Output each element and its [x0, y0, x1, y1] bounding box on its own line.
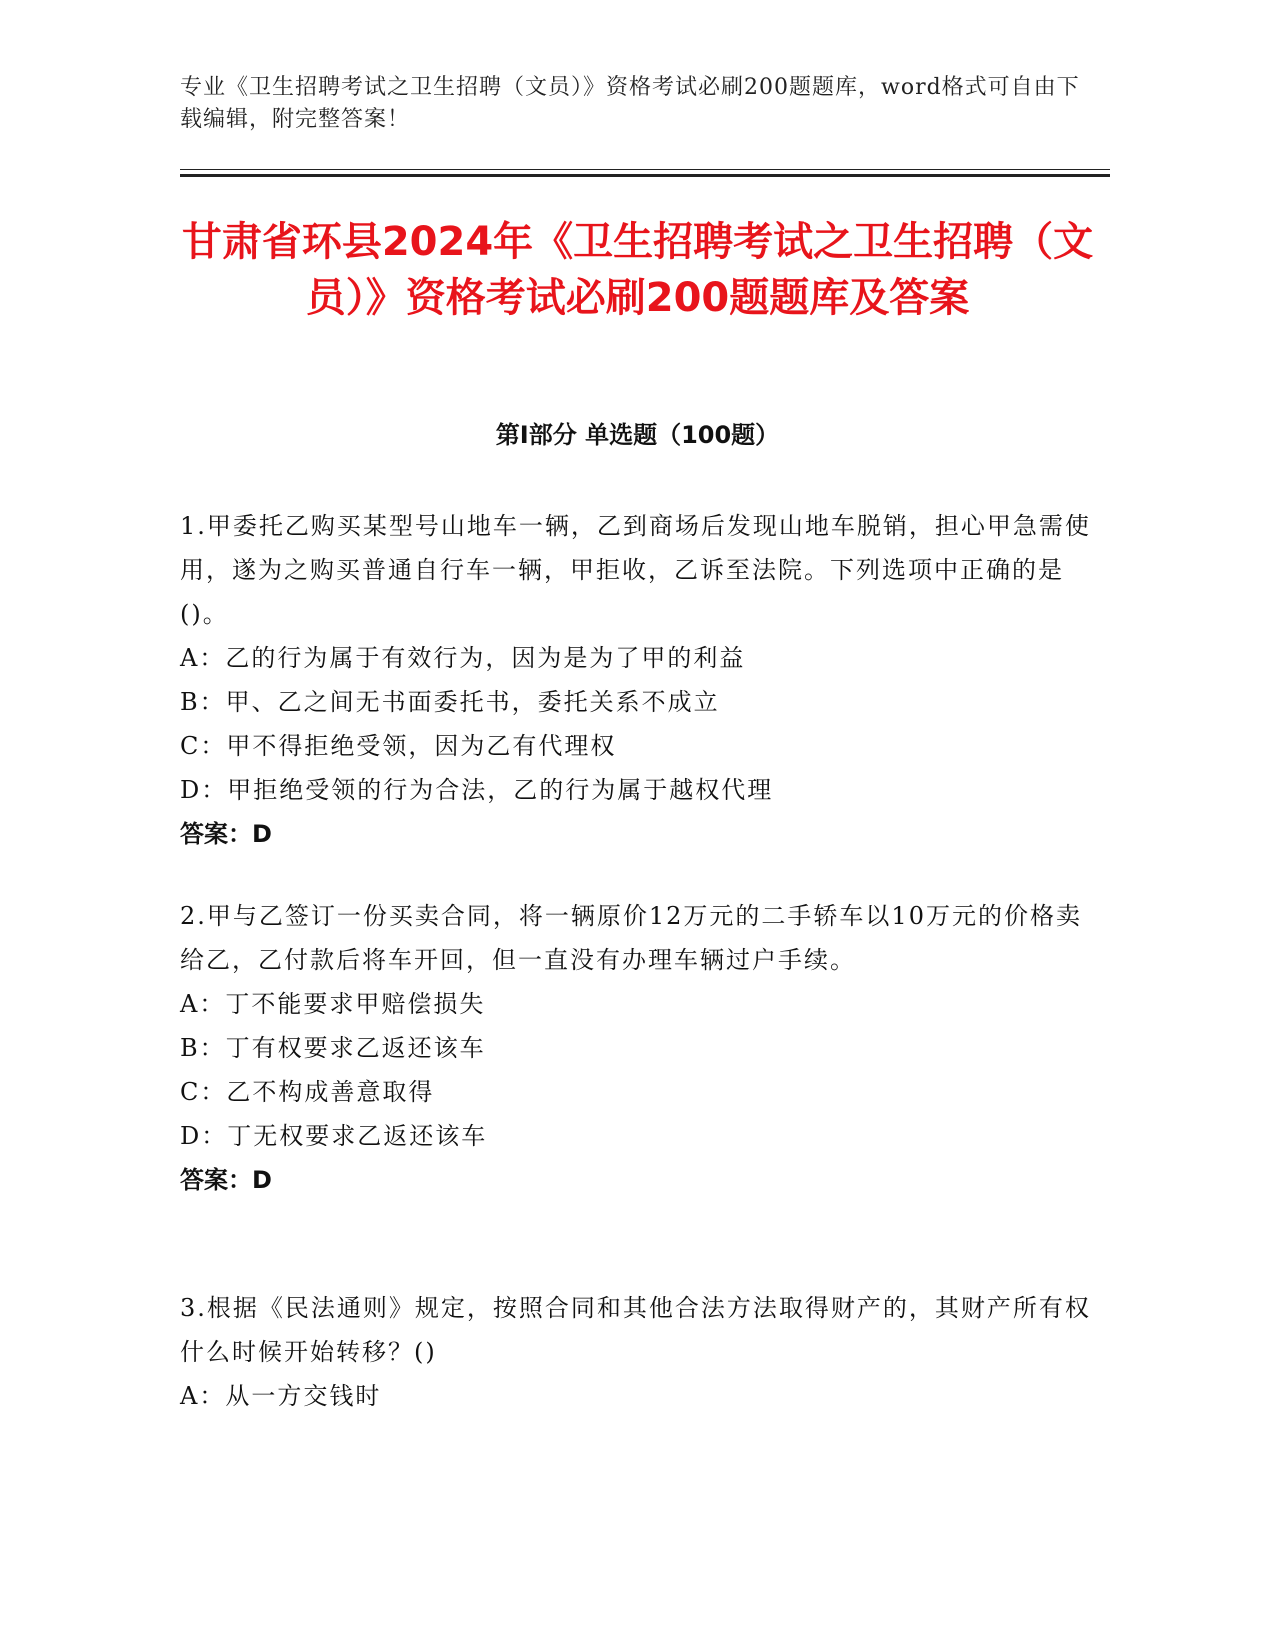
option-b: B：丁有权要求乙返还该车: [180, 1034, 486, 1062]
question-stem: 3.根据《民法通则》规定，按照合同和其他合法方法取得财产的，其财产所有权什么时候开始转移？(): [180, 1294, 1091, 1366]
answer: 答案：D: [180, 820, 272, 848]
document-title: 甘肃省环县2024年《卫生招聘考试之卫生招聘（文员）》资格考试必刷200题题库及答案: [181, 219, 1094, 321]
option-d: D：丁无权要求乙返还该车: [180, 1122, 488, 1150]
question-3: [180, 1286, 1100, 1418]
header-divider-thick: [180, 174, 1110, 177]
answer: 答案：D: [180, 1166, 272, 1194]
question-stem: 2.甲与乙签订一份买卖合同，将一辆原价12万元的二手轿车以10万元的价格卖给乙，乙付款后将车开回，但一直没有办理车辆过户手续。: [180, 902, 1082, 974]
question-2: [180, 894, 1100, 1202]
option-b: B：甲、乙之间无书面委托书，委托关系不成立: [180, 688, 720, 716]
section-title: 第Ⅰ部分 单选题（100题）: [495, 421, 780, 449]
header-note: 专业《卫生招聘考试之卫生招聘（文员）》资格考试必刷200题题库，word格式可自由下载编辑，附完整答案！: [180, 75, 1080, 132]
option-a: A：丁不能要求甲赔偿损失: [180, 990, 486, 1018]
option-c: C：乙不构成善意取得: [180, 1078, 435, 1106]
question-stem: 1.甲委托乙购买某型号山地车一辆，乙到商场后发现山地车脱销，担心甲急需使用，遂为之购买普通自行车一辆，甲拒收，乙诉至法院。下列选项中正确的是()。: [180, 512, 1091, 628]
option-a: A：从一方交钱时: [180, 1382, 382, 1410]
option-c: C：甲不得拒绝受领，因为乙有代理权: [180, 732, 617, 760]
question-1: [180, 504, 1100, 856]
option-a: A：乙的行为属于有效行为，因为是为了甲的利益: [180, 644, 746, 672]
header-divider-thin: [180, 169, 1110, 170]
option-d: D：甲拒绝受领的行为合法，乙的行为属于越权代理: [180, 776, 774, 804]
